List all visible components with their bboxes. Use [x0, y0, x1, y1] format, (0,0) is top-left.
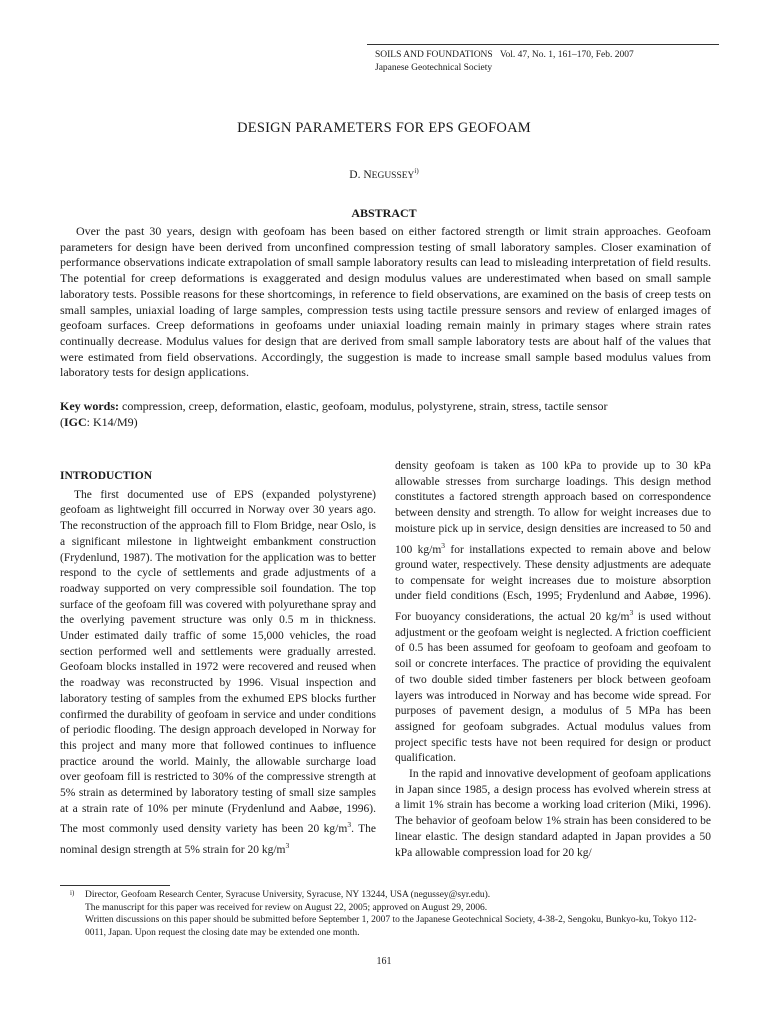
keywords-block: Key words: compression, creep, deformation, elastic, geofoam, modulus, polystyrene, strain, stress, tactile sensor (IGC: K14/M9)	[60, 399, 608, 429]
igc-label: IGC	[64, 414, 87, 429]
author-initial: D.	[349, 168, 364, 181]
intro-right-text-a: density geofoam is taken as 100 kPa to provide up to 30 kPa allowable stresses from surcharge loadings. This design method constitutes a factored strength approach based on correspondence between density and strength. To allow for weight increases due to moisture pick up in service, design densities are increased to 50 and 100 kg/m	[395, 460, 711, 556]
intro-left-text-tail: . The nominal design strength at 5% strain for 20 kg/m	[60, 823, 377, 856]
superscript: 3	[347, 820, 352, 830]
journal-name: SOILS AND FOUNDATIONS	[375, 50, 493, 60]
footnote-affiliation	[60, 889, 711, 902]
footnote-received: The manuscript for this paper was received for review on August 22, 2005; approved on August 29, 2006.	[85, 902, 488, 913]
volume-info: Vol. 47, No. 1, 161–170, Feb. 2007	[499, 50, 634, 60]
intro-paragraph-1	[60, 488, 376, 859]
intro-right-text-c: is used without adjustment or the geofoam weight is neglected. A friction coefficient of 0.5 has been assumed for geofoam to geofoam and geofoam to soil or concrete interfaces. The practice of providing the equivalent of two double sided timber fasteners per block between geofoam layers was introduced in Norway and has become wide spread. For purposes of pavement design, a modulus of 5 MPa has been assigned for geofoam subgrades. Actual modulus values from project specific tests have not been required for design or product qualification.	[395, 610, 711, 765]
author-line	[0, 167, 768, 181]
intro-paragraph-1-continued	[395, 459, 711, 767]
footnote-divider	[60, 885, 170, 886]
intro-paragraph-2: In the rapid and innovative development of geofoam applications in Japan since 1985, a design process has evolved wherein stress at a limit 1% strain has become a working load criterion (Miki, 1996). The behavior of geofoam below 1% strain has been considered to be linear elastic. The design standard adapted in Japan provides a 50 kPa allowable compression load for 20 kg/	[395, 768, 711, 859]
journal-line	[375, 49, 719, 62]
footnote-discussion: Written discussions on this paper should be submitted before September 1, 2007 to the Japanese Geotechnical Society, 4-38-2, Sengoku, Bunkyo-ku, Tokyo 112-0011, Japan. Upon request the closing date may be extended one month.	[85, 915, 697, 938]
page-number: 161	[376, 956, 392, 967]
footnote-line-1: Director, Geofoam Research Center, Syracuse University, Syracuse, NY 13244, USA (negussey@syr.edu).	[85, 890, 491, 900]
right-column	[395, 459, 711, 861]
introduction-heading: INTRODUCTION	[60, 470, 153, 482]
igc-value: : K14/M9)	[86, 414, 138, 429]
intro-left-text: The first documented use of EPS (expanded polystyrene) geofoam as lightweight fill occurred in Norway over 30 years ago. The reconstruction of the approach fill to Flom Bridge, near Oslo, is a significant milestone in lightweight embankment construction (Frydenlund, 1987). The motivation for the application was to better respond to the cycle of settlements and grade adjustments of a roadway supported on very compressible soil foundation. The top surface of the geofoam fill was covered with polyurethane spray and the overlying pavement structure was only 0.5 m in thickness. Under estimated daily traffic of some 15,000 vehicles, the road section performed well and settlements were gradually arrested. Geofoam blocks installed in 1972 were recovered and reused when the roadway was reconstructed by 1996. Visual inspection and laboratory testing of samples from the exhumed EPS blocks further confirmed the durability of geofoam in service and under conditions of periodic flooding. The design approach developed in Norway for this project and many more that followed continues to influence practice around the world. Mainly, the allowable surcharge load over geofoam fill is restricted to 30% of the compressive strength at 5% strain as determined by laboratory testing of small size samples at a strain rate of 10% per minute (Frydenlund and Aabøe, 1996). The most commonly used density variety has been 20 kg/m	[60, 488, 376, 836]
superscript: 3	[441, 540, 446, 550]
superscript: 3	[285, 841, 290, 850]
left-column	[60, 459, 376, 859]
affiliation-mark: i)	[414, 167, 419, 175]
footnote-mark: i)	[70, 889, 75, 897]
superscript: 3	[629, 608, 634, 618]
footnotes	[60, 889, 711, 939]
society-name: Japanese Geotechnical Society	[375, 63, 493, 73]
intro-right-text-b: for installations expected to remain above and below ground water, respectively. These density adjustments are adequate to compensate for weight increases due to moisture absorption under field conditions (Esch, 1995; Frydenlund and Aabøe, 1996). For buoyancy considerations, the actual 20 kg/m	[395, 543, 711, 623]
author-surname: EGUSSEY	[371, 170, 415, 181]
abstract-heading: ABSTRACT	[351, 206, 417, 220]
abstract-text: Over the past 30 years, design with geofoam has been based on either factored strength or limit strain approaches. Geofoam parameters for design have been derived from unconfined compression testing of small laboratory samples. Closer examination of performance observations indicate extrapolation of small sample laboratory results can lead to misleading interpretation of field results. The potential for creep deformations is exaggerated and design modulus values are underestimated when based on small sample laboratory tests. Possible reasons for these shortcomings, in reference to field observations, are examined on the basis of creep tests on small samples, uniaxial loading of large samples, compression tests using tactile pressure sensors and review of enlarged images of geofoam surfaces. Creep deformations in geofoams under uniaxial loading remain mainly in primary stages where strain rates continually decrease. Modulus values for design that are derived from small sample laboratory tests are about half of the values that were estimated from field observations. Accordingly, the suggestion is made to increase small sample based modulus values from laboratory tests for design applications.	[60, 224, 711, 380]
author-first-letter: N	[363, 168, 372, 181]
journal-header	[367, 44, 719, 75]
paper-title: DESIGN PARAMETERS FOR EPS GEOFOAM	[237, 120, 531, 136]
keywords-label: Key words:	[60, 399, 119, 413]
keywords-text: compression, creep, deformation, elastic, geofoam, modulus, polystyrene, strain, stress, tactile sensor	[122, 399, 608, 413]
